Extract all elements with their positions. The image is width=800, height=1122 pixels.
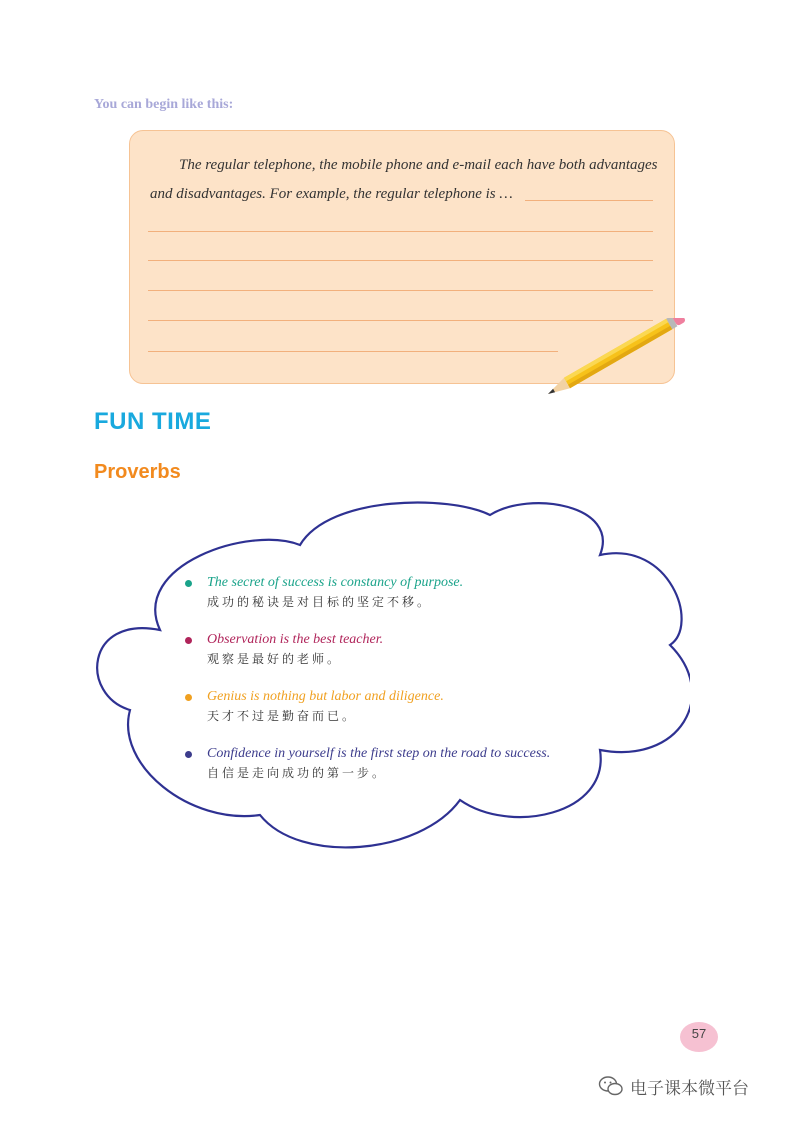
proverb-chinese: 观察是最好的老师。 bbox=[207, 652, 343, 666]
proverb-list bbox=[185, 574, 550, 802]
writing-line bbox=[148, 351, 558, 352]
page-number: 57 bbox=[691, 1025, 707, 1041]
writing-box-text: The regular telephone, the mobile phone and e-mail each have both advantages and disadvantages. For example, the regular telephone is … bbox=[150, 157, 658, 202]
writing-line bbox=[148, 290, 653, 291]
proverb-item bbox=[185, 631, 550, 688]
proverb-chinese: 成功的秘诀是对目标的坚定不移。 bbox=[207, 595, 433, 609]
proverb-chinese: 自信是走向成功的第一步。 bbox=[207, 766, 388, 780]
proverb-english: Genius is nothing but labor and diligence. bbox=[207, 689, 444, 704]
fun-time-heading: FUN TIME bbox=[94, 408, 212, 435]
proverb-item bbox=[185, 745, 550, 802]
proverbs-heading: Proverbs bbox=[94, 461, 181, 483]
instruction-text: You can begin like this: bbox=[94, 97, 234, 112]
writing-line bbox=[148, 260, 653, 261]
pencil-icon bbox=[540, 318, 690, 400]
proverb-english: Confidence in yourself is the first step on the road to success. bbox=[207, 746, 551, 761]
proverb-chinese: 天才不过是勤奋而已。 bbox=[207, 709, 358, 723]
watermark-text: 电子课本微平台 bbox=[630, 1078, 749, 1099]
proverb-english: Observation is the best teacher. bbox=[207, 632, 384, 647]
page-number-badge bbox=[680, 1022, 718, 1052]
bullet-dot bbox=[185, 751, 192, 758]
proverb-item bbox=[185, 688, 550, 745]
bullet-dot bbox=[185, 694, 192, 701]
proverb-english: The secret of success is constancy of purpose. bbox=[207, 575, 464, 590]
writing-line bbox=[525, 200, 653, 201]
wechat-icon bbox=[598, 1075, 624, 1097]
watermark bbox=[598, 1074, 749, 1098]
bullet-dot bbox=[185, 637, 192, 644]
bullet-dot bbox=[185, 580, 192, 587]
proverb-item bbox=[185, 574, 550, 631]
writing-line bbox=[148, 231, 653, 232]
